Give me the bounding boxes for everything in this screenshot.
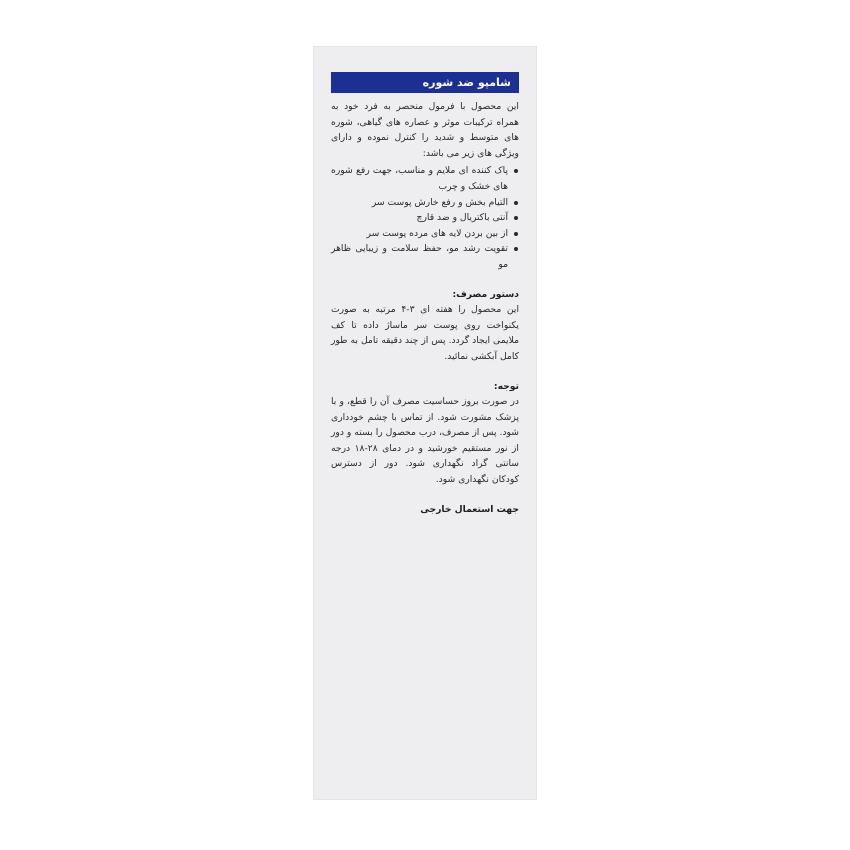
feature-item: از بین بردن لایه های مرده پوست سر [331,226,519,242]
feature-item: تقویت رشد مو، حفظ سلامت و زیبایی ظاهر مو [331,241,519,272]
feature-item: التیام بخش و رفع خارش پوست سر [331,195,519,211]
feature-item: پاک کننده ای ملایم و مناسب، جهت رفع شوره های خشک و چرب [331,163,519,194]
note-heading: توجه: [493,380,519,392]
usage-heading: دستور مصرف: [452,288,519,300]
note-paragraph: در صورت بروز حساسیت مصرف آن را قطع، و با پزشک مشورت شود. از تماس با چشم خودداری شود. پس از مصرف، درب محصول را بسته و دور از نور مستقیم خورشید و در دمای ۲۸-۱۸ درجه سانتی گراد نگهداری شود. دور از دسترس کودکان نگهداری شود. [331,396,519,486]
product-title: شامپو ضد شوره [331,72,519,93]
product-label-panel [313,46,537,800]
intro-paragraph: این محصول با فرمول منحصر به فرد خود به همراه ترکیبات موثر و عصاره های گیاهی، شوره های متوسط و شدید را کنترل نموده و دارای ویژگی های زیر می باشد: [331,101,519,159]
label-content [331,72,519,517]
external-use-note: جهت استعمال خارجی [420,503,519,515]
features-list [331,163,519,272]
feature-item: آنتی باکتریال و ضد قارچ [331,210,519,226]
usage-paragraph: این محصول را هفته ای ۳-۴ مرتبه به صورت یکنواخت روی پوست سر ماساژ داده تا کف ملایمی ایجاد گردد. پس از چند دقیقه تامل به طور کامل آبکشی نمائید. [331,304,520,362]
